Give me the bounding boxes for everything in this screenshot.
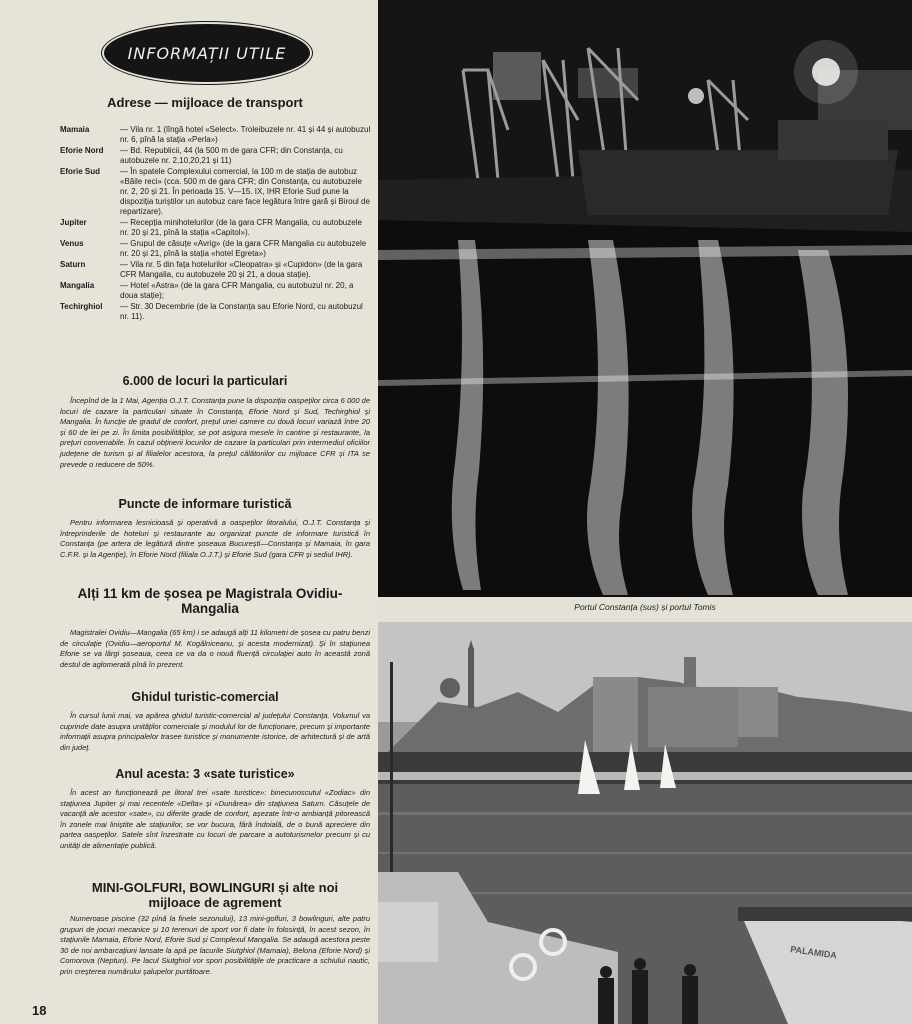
address-place: Saturn	[60, 260, 86, 269]
section-text-sate: În acest an funcționează pe litoral trei «sate turistice»: binecunoscutul «Zodiac» din stațiunea Jupiter și mai recentele «Delta» și «Dunărea» din stațiunea Saturn. Căsuțele de vacanță ale acestor «sate», cu diferite grade de confort, așezate într-o ambianță pitorească în zonele mai liniștite ale stațiunilor, se vor bucura, fără îndoială, de o bună apreciere din partea oaspeților. Satele sînt înzestrate cu locuri de parcare a autoturismelor precum și cu unități de alimentație publică.	[60, 788, 370, 850]
address-place: Jupiter	[60, 218, 87, 227]
boat-name: PALAMIDA	[789, 944, 838, 961]
section-text-informare: Pentru informarea lesnicioasă și operativă a oaspeților litoralului, O.J.T. Constanța și întreprinderile de hoteluri și restaurante au organizat puncte de informare turistică în Constanța (pe artera de legătură dintre șoseaua București—Constanța și Mamaia, în gara C.F.R. și la Agenție), în Eforie Nord (filiala O.J.T.) și Eforie Sud (gara CFR și sediul IHR).	[60, 518, 370, 559]
page-number: 18	[32, 1003, 47, 1018]
section-text-ghid: În cursul lunii mai, va apărea ghidul turistic-comercial al județului Constanța. Volumul va cuprinde date asupra unităților comerciale și modulul lor de funcționare, precum și importante informații asupra principalelor trasee turistice și monumente istorice, de arhitectură și de artă din județ.	[60, 711, 370, 752]
title-badge	[104, 24, 310, 82]
section-heading-sate: Anul acesta: 3 «sate turistice»	[115, 767, 295, 781]
address-desc: — Vila nr. 1 (lîngă hotel «Select». Troleibuzele nr. 41 și 44 și autobuzul nr. 6, pînă la stația «Perla»)	[120, 125, 371, 144]
section-heading-locuri: 6.000 de locuri la particulari	[122, 374, 288, 388]
address-place: Venus	[60, 239, 84, 248]
address-desc: — În spatele Complexului comercial, la 100 m de stația de autobuz «Băile reci» (cca. 500 m de gara CFR; din Constanța, cu autobuzele nr. 2, 20 și 21. În perioada 15. V—15. IX, IHR Eforie Sud pune la dispoziția turiștilor un autobuz care face legătura între gară și Biroul de repartizare).	[120, 167, 370, 216]
address-desc: — Vila nr. 5 din fața hotelurilor «Cleopatra» și «Cupidon» (de la gara CFR Mangalia, cu autobuzele 20 și 21, a doua stație).	[120, 260, 363, 279]
text-column	[0, 0, 378, 1024]
section-heading-ghid: Ghidul turistic-comercial	[131, 690, 279, 704]
section-text-agrement: Numeroase piscine (32 pînă la finele sezonului), 13 mini-golfuri, 3 bowlinguri, alte patru grupuri de jocuri mecanice și 10 terenuri de sport vor fi date în folosință, în acest sezon, în stațiunile Mamaia, Eforie Nord, Eforie Sud și Complexul Mangalia. Se adaugă acestora peste 30 de noi ambarcațiuni lansate la apă pe lacurile Siutghiol (Mamaia), Belona (Eforie Nord) și Comorova (Neptun). Pe lacul Siutghiol vor spori posibilitățile de practicare a schiului nautic, prin creșterea numărului șalupelor purtătoare.	[60, 914, 370, 976]
title-badge-text: INFORMAȚII UTILE	[127, 43, 287, 63]
address-desc: — Str. 30 Decembrie (de la Constanța sau Eforie Nord, cu autobuzul nr. 11).	[120, 302, 363, 321]
address-desc: — Grupul de căsuțe «Avrig» (de la gara CFR Mangalia cu autobuzele nr. 20 și 21, pînă la stația «hotel Egreta»)	[120, 239, 367, 258]
section-heading-agrement: MINI-GOLFURI, BOWLINGURI și alte noi mijloace de agrement	[91, 880, 339, 910]
address-place: Eforie Nord	[60, 146, 104, 155]
section-text-sosea: Magistralei Ovidiu—Mangalia (65 km) i se adaugă alți 11 kilometri de șosea cu patru benzi de circulație (Ovidiu—aeroportul M. Kogălniceanu, și acesta modernizat). Și în stațiunea Eforie se va lărgi șoseaua, ceea ce va da o nouă fluență circulației auto în această zonă destul de aglomerată pînă în prezent.	[60, 628, 370, 669]
address-place: Mamaia	[60, 125, 90, 134]
address-row	[60, 281, 372, 301]
addresses-table	[60, 125, 372, 323]
address-place: Techirghiol	[60, 302, 103, 311]
address-place: Mangalia	[60, 281, 95, 290]
address-place: Eforie Sud	[60, 167, 101, 176]
photo-constanta-port-night	[378, 0, 912, 597]
address-row	[60, 146, 372, 166]
photo-caption: Portul Constanța (sus) și portul Tomis	[574, 602, 716, 612]
section-text-locuri: Începînd de la 1 Mai, Agenția O.J.T. Constanța pune la dispoziția oaspeților circa 6 000 de locuri de cazare la particulari situate în Constanța, Eforie Nord și Sud, Techirghiol și Mangalia. În funcție de gradul de confort, prețul unei camere cu două locuri variază între 20 și 60 de lei pe zi. În limita posibilităților, se pot asigura mesele în cantine și restaurante, la prețuri convenabile. În cazul obținerii locurilor de cazare la particulari prin intermediul oficiilor județene de turism și al filialelor acestora, la prețul călătoriilor cu mijloace CFR și ITA se prevede o reducere de 50%.	[60, 396, 370, 469]
address-row	[60, 167, 372, 217]
address-row	[60, 260, 372, 280]
address-desc: — Hotel «Astra» (de la gara CFR Mangalia, cu autobuzul nr. 20, a doua stație);	[120, 281, 354, 300]
address-row	[60, 302, 372, 322]
address-desc: — Bd. Republicii, 44 (la 500 m de gara CFR; din Constanța, cu autobuzele nr. 2,10,20,21 și 11)	[120, 146, 343, 165]
photo-tomis-port	[378, 622, 912, 1024]
address-row	[60, 239, 372, 259]
addresses-heading: Adrese — mijloace de transport	[107, 95, 303, 110]
address-desc: — Recepția minihotelurilor (de la gara CFR Mangalia, cu autobuzele nr. 20 și 21, pînă la stația «Capitol»).	[120, 218, 362, 237]
address-row	[60, 125, 372, 145]
section-heading-sosea: Alți 11 km de șosea pe Magistrala Ovidiu-Mangalia	[77, 586, 343, 616]
section-heading-informare: Puncte de informare turistică	[118, 497, 292, 511]
address-row	[60, 218, 372, 238]
